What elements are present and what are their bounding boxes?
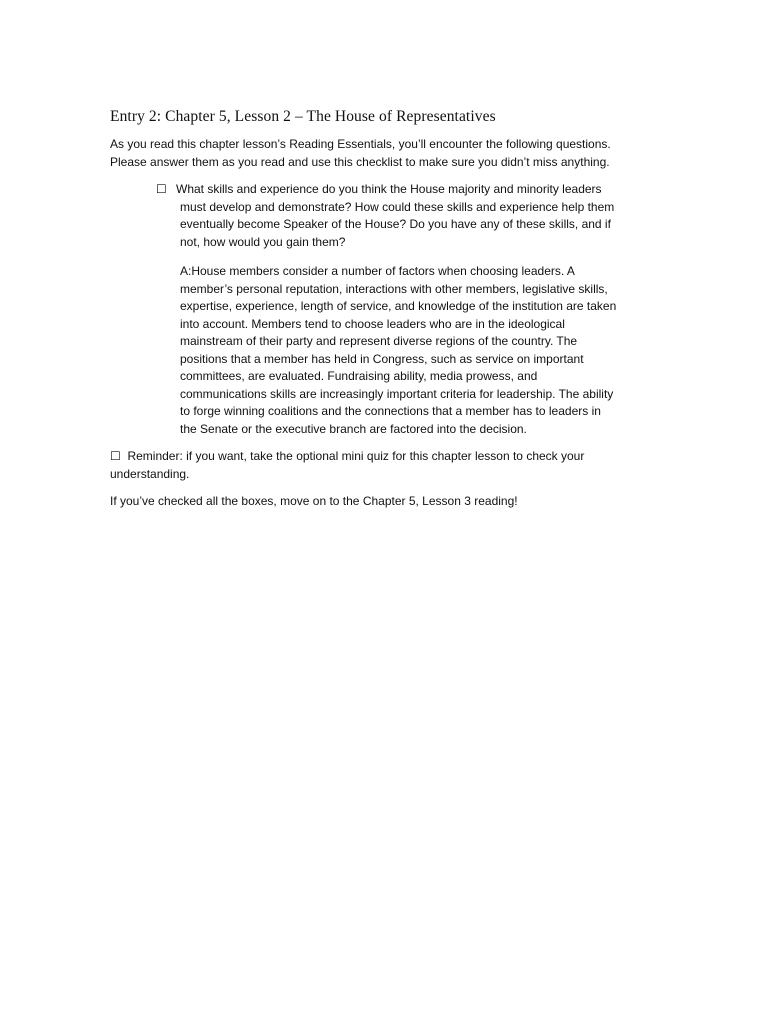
answer-line: communications skills are increasingly important criteria for leadership. The ability bbox=[180, 386, 614, 401]
answer-line: the Senate or the executive branch are factored into the decision. bbox=[180, 421, 527, 436]
answer-line: expertise, experience, length of service, and knowledge of the institution are taken bbox=[180, 299, 617, 313]
question-line: What skills and experience do you think the House majority and minority leaders bbox=[176, 182, 602, 196]
question-checkbox[interactable]: ☐ bbox=[156, 182, 167, 196]
answer-line: into account. Members tend to choose leaders who are in the ideological bbox=[180, 316, 565, 331]
reminder-item bbox=[110, 448, 670, 483]
page-title: Entry 2: Chapter 5, Lesson 2 – The House of Representatives bbox=[110, 108, 496, 125]
answer-line: positions that a member has held in Congress, such as service on important bbox=[180, 351, 584, 366]
answer-line: mainstream of their party and represent diverse regions of the country. The bbox=[180, 334, 578, 348]
question-line: eventually become Speaker of the House? Do you have any of these skills, and if bbox=[180, 217, 611, 231]
reminder-checkbox[interactable]: ☐ bbox=[110, 449, 121, 463]
question-item bbox=[156, 181, 660, 251]
document-page bbox=[110, 108, 670, 511]
answer-line: to forge winning coalitions and the connections that a member has to leaders in bbox=[180, 404, 601, 418]
reminder-text: if you want, take the optional mini quiz for this chapter lesson to check your bbox=[182, 449, 585, 463]
intro-paragraph bbox=[110, 136, 670, 171]
answer-line: A:House members consider a number of factors when choosing leaders. A bbox=[180, 264, 575, 278]
answer-paragraph bbox=[180, 263, 665, 438]
question-line: must develop and demonstrate? How could these skills and experience help them bbox=[180, 199, 615, 214]
intro-line: As you read this chapter lesson’s Reading Essentials, you’ll encounter the following questions. bbox=[110, 137, 611, 151]
answer-line: committees, are evaluated. Fundraising ability, media prowess, and bbox=[180, 369, 538, 383]
intro-line: Please answer them as you read and use this checklist to make sure you didn’t miss anything. bbox=[110, 154, 610, 169]
answer-line: member’s personal reputation, interactions with other members, legislative skills, bbox=[180, 281, 608, 296]
question-line: not, how would you gain them? bbox=[180, 234, 346, 249]
reminder-line bbox=[110, 448, 670, 466]
reminder-label: Reminder: bbox=[127, 449, 183, 463]
final-instruction: If you’ve checked all the boxes, move on to the Chapter 5, Lesson 3 reading! bbox=[110, 494, 518, 508]
reminder-line: understanding. bbox=[110, 466, 190, 481]
